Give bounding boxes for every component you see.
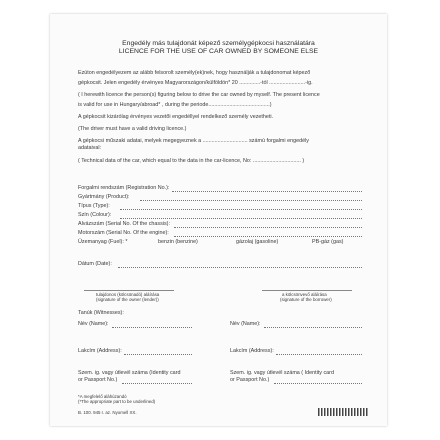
make-field[interactable] <box>140 200 362 201</box>
make-label: Gyártmány (Product): <box>78 194 130 200</box>
registration-label: Forgalmi rendszám (Registration No.): <box>78 185 170 191</box>
type-label: Típus (Type): <box>78 203 110 209</box>
witness-1-address-field[interactable] <box>124 354 192 355</box>
intro-hu-line-1: Ezúton engedélyezem az alább felsorolt személy(ek)nek, hogy használják a tulajdonomat képező <box>78 70 311 76</box>
title-english: LICENCE FOR THE USE OF CAR OWNED BY SOMEONE ELSE <box>118 48 319 55</box>
barcode <box>318 408 368 416</box>
date-label: Dátum (Date): <box>78 261 112 267</box>
document-page <box>50 14 387 426</box>
intro-hu-line-5: adataival: <box>78 145 102 151</box>
intro-en-line-3: (The driver must have a valid driving licence.) <box>78 126 187 132</box>
intro-hu-line-4: A gépkocsi műszaki adatai, melyek megegyeznek a .............................. számú forgalmi engedély <box>78 138 310 144</box>
witnesses-heading: Tanúk (Witnesses): <box>78 310 124 316</box>
witness-2-address-label: Lakcím (Address): <box>230 348 274 354</box>
witness-1-name-field[interactable] <box>112 327 192 328</box>
witness-1-id-label-2: or Passport No.) <box>78 377 118 383</box>
type-field[interactable] <box>120 209 362 210</box>
fuel-option-petrol[interactable]: benzin (benzine) <box>158 239 198 245</box>
title-hungarian: Engedély más tulajdonát képező személygépkocsi használatára <box>122 40 315 47</box>
colour-field[interactable] <box>120 218 362 219</box>
witness-1-id-field[interactable] <box>122 383 192 384</box>
owner-signature-label-en: (signature of the owner (lender)) <box>96 297 159 302</box>
borrower-signature-line[interactable] <box>262 290 352 291</box>
witness-1-id-label-1: Szem. ig. vagy útlevél száma (Identity card <box>78 370 181 376</box>
date-field[interactable] <box>118 267 362 268</box>
witness-2-name-field[interactable] <box>264 327 362 328</box>
witness-2-id-label-2: or Passport No.) <box>230 377 270 383</box>
form-code: B. 100. 945 r. az. Nyomell XX. <box>78 410 137 415</box>
chassis-label: Alvázszám (Serial No. Of the chassis): <box>78 221 170 227</box>
witness-2-name-label: Név (Name): <box>230 321 261 327</box>
borrower-signature-label-hu: a kölcsönvevő aláírása <box>282 292 327 297</box>
owner-signature-label-hu: tulajdonos (kölcsönadó) aláírása <box>96 292 160 297</box>
colour-label: Szín (Colour): <box>78 212 112 218</box>
footnote-en: (*The appropriate part to be underlined) <box>78 399 156 404</box>
intro-en-line-1: ( I herewith licence the person(s) figuring below to drive the car owned by myself. The present licence <box>78 92 320 98</box>
intro-hu-line-2: gépkocsit. Jelen engedély érvényes Magyarországon/külföldön* 20 ..............-tól ........................-ig. <box>78 80 313 86</box>
fuel-label: Üzemanyag (Fuel): * <box>78 239 128 245</box>
chassis-field[interactable] <box>174 227 362 228</box>
witness-2-id-label-1: Szem. ig. vagy útlevél száma ( Identity card <box>230 370 334 376</box>
witness-2-id-field[interactable] <box>274 383 362 384</box>
engine-label: Motorszám (Serial No. Of the engine): <box>78 230 169 236</box>
intro-en-line-4: ( Technical data of the car, which equal to the data in the car-licence, No: ................................ ) <box>78 158 305 164</box>
registration-field[interactable] <box>172 191 362 192</box>
witness-1-name-label: Név (Name): <box>78 321 109 327</box>
intro-en-line-2: is valid for use in Hungary/abroad* , during the periode.........................................) <box>78 102 272 108</box>
witness-2-address-field[interactable] <box>276 354 362 355</box>
owner-signature-line[interactable] <box>84 290 174 291</box>
intro-hu-line-3: A gépkocsit kizárólag érvényes vezetői engedéllyel rendelkező személy vezetheti. <box>78 114 274 120</box>
engine-field[interactable] <box>174 236 362 237</box>
fuel-option-diesel[interactable]: gázolaj (gasoline) <box>236 239 279 245</box>
witness-1-address-label: Lakcím (Address): <box>78 348 122 354</box>
fuel-option-lpg[interactable]: PB-gáz (gas) <box>312 239 344 245</box>
borrower-signature-label-en: (signature of the borrower) <box>280 297 332 302</box>
footnote-hu: *A megfelelő aláhúzandó <box>78 394 127 399</box>
